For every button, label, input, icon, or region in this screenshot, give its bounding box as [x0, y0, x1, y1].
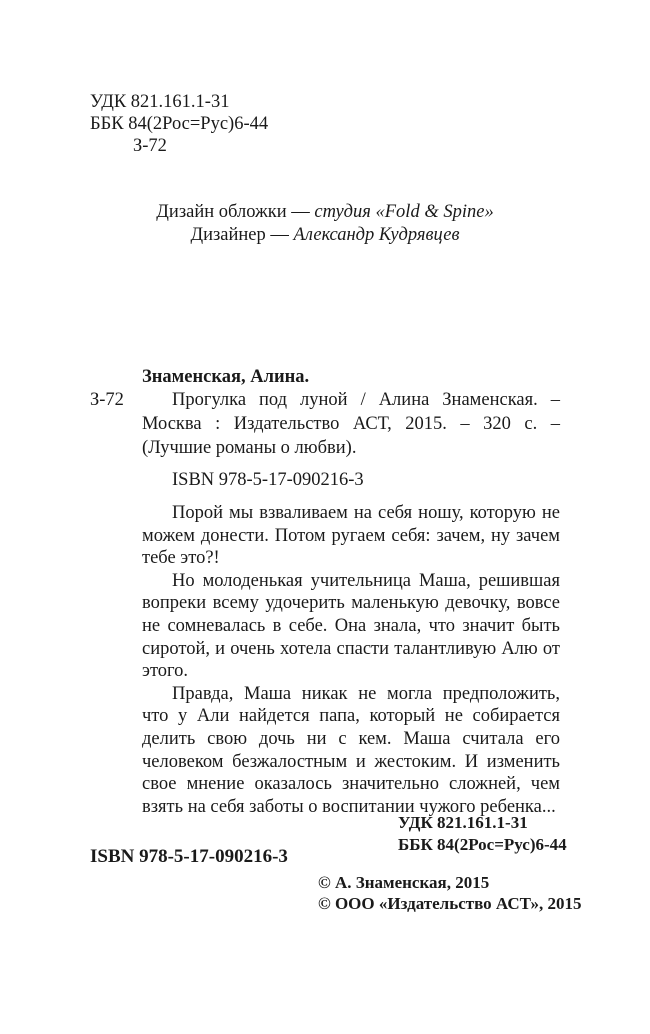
biblio-line-3: (Лучшие романы о любви). [142, 438, 357, 458]
annotation-paragraph: Правда, Маша никак не могла предположить, что у Али найдется папа, который не собирается делить свою дочь ни с кем. Маша считала его человеком безжалостным и жестоким. И изменить свое мнение оказалось значительно сложней, чем взять на себя заботы о воспитании чужого ребенка... [142, 683, 560, 817]
cover-design-label: Дизайн обложки — [156, 202, 315, 222]
bbk-code-top: ББК 84(2Рос=Рус)6-44 [90, 114, 269, 134]
designer-credit [0, 224, 650, 247]
copyright-publisher: © ООО «Издательство АСТ», 2015 [318, 894, 582, 913]
designer-label: Дизайнер — [190, 225, 294, 245]
udk-code-bottom: УДК 821.161.1-31 [398, 813, 528, 832]
designer-name: Александр Кудрявцев [293, 225, 460, 245]
biblio-line-2: Москва : Издательство АСТ, 2015. – 320 с. – [142, 414, 560, 434]
annotation-paragraph: Порой мы взваливаем на себя ношу, которую не можем донести. Потом ругаем себя: зачем, ну зачем тебе это?! [142, 503, 560, 569]
annotation-paragraph: Но молоденькая учительница Маша, решившая вопреки всему удочерить маленькую девочку, вовсе не сомневалась в себе. Она знала, что значит быть сиротой, и очень хотела спасти талантливую Алю от этого. [142, 570, 560, 682]
author-heading: Знаменская, Алина. [142, 367, 310, 387]
annotation [142, 502, 560, 818]
udk-code-top: УДК 821.161.1-31 [90, 92, 230, 112]
author-mark: З-72 [90, 390, 124, 410]
cover-design-credit [0, 201, 650, 224]
bbk-code-bottom: ББК 84(2Рос=Рус)6-44 [398, 835, 567, 854]
bibliographic-description [142, 388, 560, 460]
biblio-line-1: Прогулка под луной / Алина Знаменская. – [172, 390, 560, 410]
cover-design-studio: студия «Fold & Spine» [314, 202, 494, 222]
author-mark-top: З-72 [133, 136, 167, 156]
isbn-record: ISBN 978-5-17-090216-3 [172, 470, 364, 490]
isbn-bottom: ISBN 978-5-17-090216-3 [90, 846, 288, 867]
copyright-author: © А. Знаменская, 2015 [318, 873, 490, 892]
